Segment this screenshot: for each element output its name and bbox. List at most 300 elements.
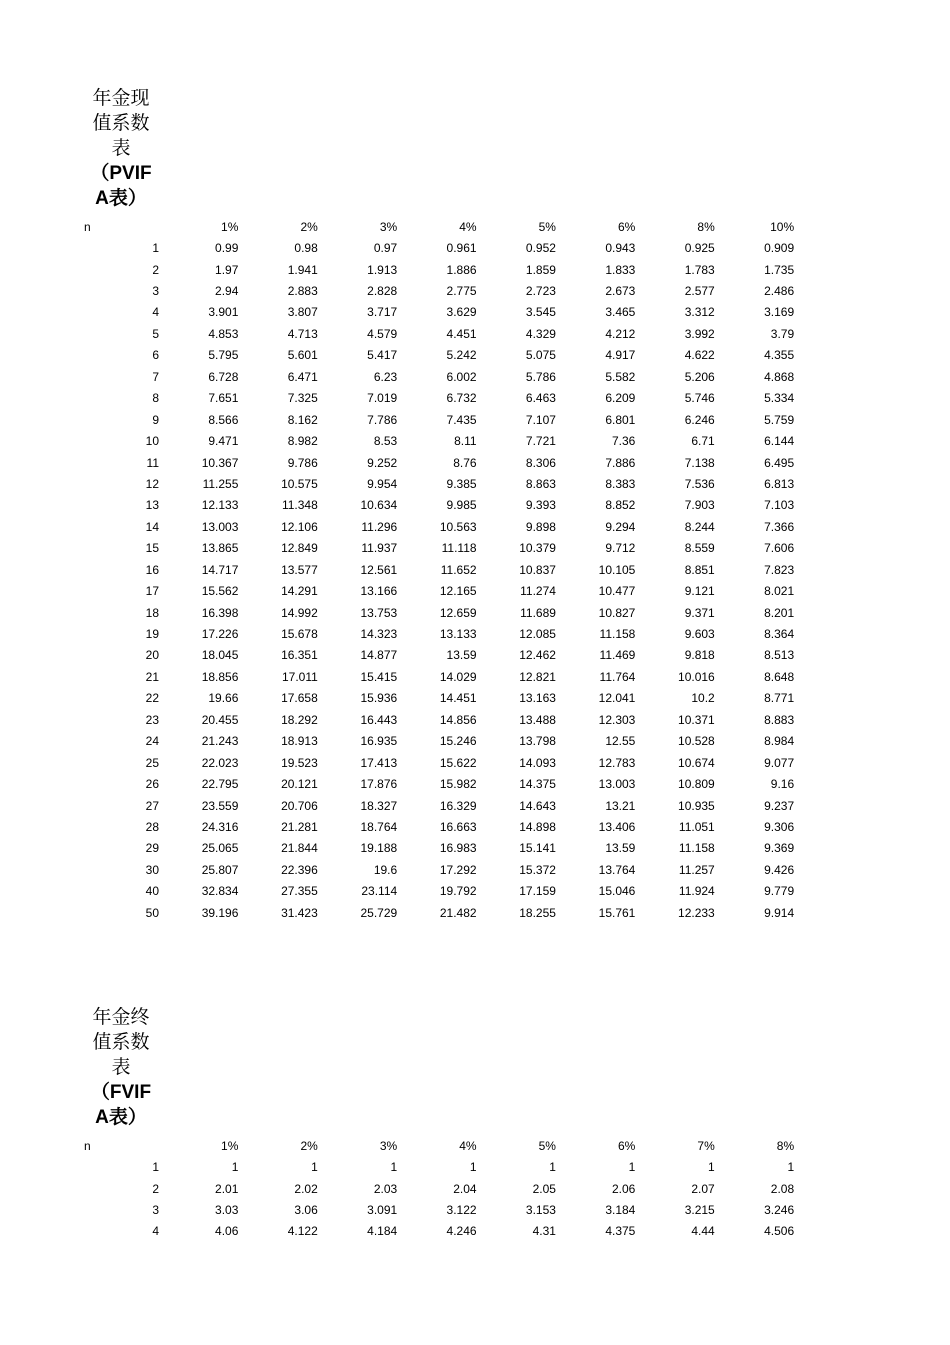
factor-cell: 23.559 (201, 798, 239, 813)
factor-cell: 8.306 (525, 455, 556, 470)
factor-cell: 7.019 (367, 391, 398, 406)
factor-cell: 1 (469, 1160, 477, 1175)
period-cell: 24 (145, 734, 159, 749)
factor-cell: 4.451 (446, 326, 477, 341)
factor-cell: 8.771 (764, 691, 795, 706)
fvifa-title (88, 1005, 154, 1130)
factor-cell: 1.783 (684, 262, 715, 277)
table-row (84, 1221, 794, 1242)
pvifa-title-line-5: A表） (95, 188, 147, 209)
fvifa-title-line-5: A表） (95, 1107, 147, 1128)
period-cell: 25 (145, 755, 159, 770)
factor-cell: 7.606 (764, 541, 795, 556)
period-cell: 23 (145, 712, 159, 727)
table-row (84, 1156, 794, 1177)
factor-cell: 4.506 (764, 1224, 795, 1239)
factor-cell: 5.242 (446, 348, 477, 363)
factor-cell: 15.046 (598, 884, 636, 899)
factor-cell: 11.469 (599, 648, 636, 663)
factor-cell: 10.477 (598, 584, 636, 599)
factor-cell: 12.821 (519, 669, 556, 684)
period-cell: 26 (145, 777, 159, 792)
factor-cell: 2.01 (215, 1181, 239, 1196)
factor-cell: 3.153 (525, 1203, 556, 1218)
factor-cell: 4.853 (208, 326, 239, 341)
table-row (84, 1199, 794, 1220)
period-cell: 16 (145, 562, 159, 577)
factor-cell: 16.329 (439, 798, 477, 813)
factor-cell: 16.663 (439, 819, 477, 834)
factor-cell: 14.451 (439, 691, 477, 706)
factor-cell: 3.992 (684, 326, 715, 341)
factor-cell: 8.383 (605, 476, 636, 491)
factor-cell: 14.877 (360, 648, 398, 663)
factor-cell: 13.21 (605, 798, 636, 813)
factor-cell: 3.169 (764, 305, 795, 320)
factor-cell: 17.226 (201, 627, 239, 642)
factor-cell: 7.823 (764, 562, 795, 577)
table-row (84, 430, 794, 451)
factor-cell: 2.04 (453, 1181, 477, 1196)
factor-cell: 20.706 (281, 798, 318, 813)
table-row (84, 538, 794, 559)
factor-cell: 31.423 (281, 905, 318, 920)
rate-header: 4% (459, 219, 477, 234)
factor-cell: 9.393 (525, 498, 556, 513)
factor-cell: 8.883 (764, 712, 795, 727)
factor-cell: 9.603 (684, 627, 715, 642)
rate-header: 2% (300, 1138, 318, 1153)
factor-cell: 15.622 (439, 755, 477, 770)
factor-cell: 8.201 (764, 605, 795, 620)
table-row (84, 902, 794, 923)
factor-cell: 1 (628, 1160, 636, 1175)
fvifa-title-line-1: 年金终 (92, 1006, 150, 1028)
factor-cell: 8.021 (764, 584, 795, 599)
rate-header: 8% (697, 219, 715, 234)
rate-header: 8% (776, 1138, 795, 1153)
factor-cell: 10.563 (439, 519, 477, 534)
factor-cell: 4.06 (215, 1224, 239, 1239)
factor-cell: 4.246 (446, 1224, 477, 1239)
factor-cell: 25.729 (360, 905, 398, 920)
table-row (84, 816, 794, 837)
factor-cell: 13.59 (446, 648, 477, 663)
factor-cell: 7.107 (525, 412, 556, 427)
factor-cell: 32.834 (201, 884, 239, 899)
factor-cell: 11.158 (678, 841, 715, 856)
table-row (84, 602, 794, 623)
factor-cell: 2.723 (525, 284, 556, 299)
factor-cell: 15.141 (519, 841, 556, 856)
factor-cell: 12.133 (201, 498, 239, 513)
factor-cell: 3.545 (525, 305, 556, 320)
factor-cell: 6.71 (691, 434, 715, 449)
factor-cell: 6.463 (525, 391, 556, 406)
table-row (84, 795, 794, 816)
factor-cell: 12.783 (598, 755, 636, 770)
factor-cell: 8.162 (287, 412, 318, 427)
factor-cell: 11.118 (441, 541, 477, 556)
period-cell: 17 (145, 584, 159, 599)
period-cell: 7 (152, 369, 159, 384)
factor-cell: 9.914 (764, 905, 795, 920)
factor-cell: 4.212 (605, 326, 636, 341)
factor-cell: 1.833 (605, 262, 636, 277)
factor-cell: 6.471 (287, 369, 318, 384)
factor-cell: 13.166 (360, 584, 398, 599)
table-row (84, 516, 794, 537)
period-cell: 11 (146, 455, 159, 470)
factor-cell: 23.114 (361, 884, 398, 899)
table-row (84, 752, 794, 773)
factor-cell: 2.775 (446, 284, 477, 299)
factor-cell: 2.486 (764, 284, 795, 299)
factor-cell: 10.809 (678, 777, 715, 792)
factor-cell: 13.133 (439, 627, 477, 642)
factor-cell: 4.44 (691, 1224, 715, 1239)
factor-cell: 21.281 (281, 819, 318, 834)
factor-cell: 5.417 (367, 348, 398, 363)
pvifa-title-line-1: 年金现 (92, 87, 150, 109)
factor-cell: 9.786 (287, 455, 318, 470)
factor-cell: 8.53 (373, 434, 398, 449)
factor-cell: 18.292 (281, 712, 318, 727)
factor-cell: 7.651 (208, 391, 239, 406)
factor-cell: 8.566 (208, 412, 239, 427)
factor-cell: 7.435 (446, 412, 477, 427)
period-cell: 14 (145, 519, 159, 534)
factor-cell: 15.678 (281, 627, 318, 642)
period-cell: 15 (145, 541, 159, 556)
period-cell: 5 (152, 326, 159, 341)
factor-cell: 15.982 (439, 777, 477, 792)
factor-cell: 10.837 (519, 562, 556, 577)
period-cell: 22 (145, 691, 159, 706)
factor-cell: 1.886 (446, 262, 477, 277)
factor-cell: 9.954 (367, 476, 398, 491)
table-row (84, 773, 794, 794)
factor-cell: 21.844 (281, 841, 318, 856)
factor-cell: 8.648 (764, 669, 795, 684)
factor-cell: 9.985 (446, 498, 477, 513)
factor-cell: 6.728 (208, 369, 239, 384)
factor-cell: 1.97 (215, 262, 239, 277)
factor-cell: 9.16 (770, 777, 795, 792)
factor-cell: 2.07 (691, 1181, 715, 1196)
factor-cell: 16.983 (439, 841, 477, 856)
factor-cell: 18.327 (360, 798, 398, 813)
factor-cell: 8.851 (684, 562, 715, 577)
factor-cell: 9.252 (367, 455, 398, 470)
factor-cell: 8.11 (454, 434, 477, 449)
factor-cell: 1.913 (367, 262, 398, 277)
period-cell: 20 (145, 648, 159, 663)
period-cell: 12 (145, 476, 159, 491)
factor-cell: 6.002 (446, 369, 477, 384)
factor-cell: 3.03 (215, 1203, 239, 1218)
factor-cell: 13.764 (598, 862, 636, 877)
factor-cell: 0.97 (373, 241, 398, 256)
factor-cell: 25.807 (201, 862, 239, 877)
factor-cell: 8.982 (287, 434, 318, 449)
factor-cell: 2.828 (367, 284, 398, 299)
factor-cell: 1 (231, 1160, 239, 1175)
factor-cell: 3.465 (605, 305, 636, 320)
factor-cell: 11.652 (440, 562, 477, 577)
factor-cell: 1.859 (525, 262, 556, 277)
factor-cell: 9.712 (605, 541, 636, 556)
factor-cell: 20.455 (201, 712, 239, 727)
factor-cell: 9.237 (764, 798, 795, 813)
period-cell: 19 (145, 627, 159, 642)
factor-cell: 11.158 (599, 627, 636, 642)
factor-cell: 12.849 (281, 541, 318, 556)
table-row (84, 366, 794, 387)
factor-cell: 9.294 (605, 519, 636, 534)
factor-cell: 4.184 (367, 1224, 398, 1239)
factor-cell: 3.901 (208, 305, 239, 320)
factor-cell: 21.243 (201, 734, 239, 749)
factor-cell: 7.886 (605, 455, 636, 470)
factor-cell: 6.246 (684, 412, 715, 427)
factor-cell: 4.579 (367, 326, 398, 341)
factor-cell: 12.462 (519, 648, 556, 663)
factor-cell: 3.246 (764, 1203, 795, 1218)
factor-cell: 1 (787, 1160, 795, 1175)
pvifa-title-line-2: 值系数 (92, 112, 150, 134)
factor-cell: 6.209 (605, 391, 636, 406)
factor-cell: 7.786 (367, 412, 398, 427)
factor-cell: 9.426 (764, 862, 795, 877)
table-row (84, 280, 794, 301)
factor-cell: 1.735 (764, 262, 795, 277)
factor-cell: 10.2 (691, 691, 715, 706)
table-row (84, 388, 794, 409)
factor-cell: 1 (708, 1160, 715, 1175)
table-row (84, 302, 794, 323)
fvifa-table (84, 1135, 794, 1242)
rate-header: 1% (221, 1138, 239, 1153)
factor-cell: 17.876 (360, 777, 398, 792)
table-row (84, 345, 794, 366)
factor-cell: 8.984 (764, 734, 795, 749)
factor-cell: 13.163 (519, 691, 556, 706)
period-cell: 10 (145, 434, 159, 449)
factor-cell: 4.868 (764, 369, 795, 384)
table-row (84, 559, 794, 580)
factor-cell: 10.379 (519, 541, 556, 556)
factor-cell: 16.443 (360, 712, 398, 727)
factor-cell: 0.909 (764, 241, 795, 256)
factor-cell: 6.144 (764, 434, 795, 449)
table-header-row (84, 216, 794, 237)
factor-cell: 15.372 (519, 862, 556, 877)
factor-cell: 5.601 (287, 348, 318, 363)
factor-cell: 14.375 (519, 777, 556, 792)
period-cell: 28 (145, 819, 159, 834)
factor-cell: 19.66 (208, 691, 239, 706)
period-cell: 21 (145, 669, 159, 684)
factor-cell: 3.06 (294, 1203, 318, 1218)
period-cell: 3 (152, 1203, 159, 1218)
table-row (84, 688, 794, 709)
factor-cell: 9.385 (446, 476, 477, 491)
factor-cell: 2.03 (373, 1181, 398, 1196)
table-row (84, 709, 794, 730)
factor-cell: 5.075 (525, 348, 556, 363)
n-header: n (84, 219, 91, 234)
factor-cell: 8.513 (764, 648, 795, 663)
factor-cell: 10.105 (598, 562, 636, 577)
factor-cell: 16.398 (201, 605, 239, 620)
factor-cell: 10.935 (678, 798, 715, 813)
factor-cell: 1 (549, 1160, 556, 1175)
factor-cell: 4.713 (287, 326, 318, 341)
period-cell: 13 (145, 498, 159, 513)
factor-cell: 13.865 (201, 541, 239, 556)
factor-cell: 10.634 (360, 498, 398, 513)
factor-cell: 5.206 (684, 369, 715, 384)
factor-cell: 12.085 (519, 627, 556, 642)
factor-cell: 7.721 (525, 434, 556, 449)
factor-cell: 11.274 (520, 584, 556, 599)
rate-header: 5% (538, 1138, 556, 1153)
factor-cell: 13.003 (201, 519, 239, 534)
factor-cell: 11.348 (281, 498, 318, 513)
factor-cell: 12.659 (439, 605, 477, 620)
factor-cell: 1.941 (287, 262, 318, 277)
period-cell: 1 (152, 1160, 159, 1175)
factor-cell: 6.801 (605, 412, 636, 427)
rate-header: 2% (300, 219, 318, 234)
factor-cell: 11.255 (202, 476, 239, 491)
period-cell: 4 (152, 1224, 159, 1239)
rate-header: 5% (538, 219, 556, 234)
factor-cell: 22.023 (201, 755, 239, 770)
factor-cell: 17.658 (281, 691, 318, 706)
factor-cell: 7.36 (611, 434, 636, 449)
factor-cell: 6.813 (764, 476, 795, 491)
factor-cell: 12.303 (598, 712, 636, 727)
factor-cell: 10.528 (678, 734, 715, 749)
factor-cell: 3.122 (446, 1203, 477, 1218)
factor-cell: 6.732 (446, 391, 477, 406)
factor-cell: 8.364 (764, 627, 795, 642)
factor-cell: 10.674 (678, 755, 715, 770)
factor-cell: 4.622 (684, 348, 715, 363)
period-cell: 30 (145, 862, 159, 877)
factor-cell: 18.856 (201, 669, 239, 684)
factor-cell: 2.06 (611, 1181, 636, 1196)
factor-cell: 12.561 (360, 562, 398, 577)
table-row (84, 1178, 794, 1199)
factor-cell: 9.898 (525, 519, 556, 534)
factor-cell: 12.233 (678, 905, 715, 920)
factor-cell: 39.196 (201, 905, 239, 920)
factor-cell: 9.779 (764, 884, 795, 899)
factor-cell: 14.291 (281, 584, 318, 599)
factor-cell: 17.159 (519, 884, 556, 899)
factor-cell: 8.863 (525, 476, 556, 491)
factor-cell: 0.99 (215, 241, 239, 256)
factor-cell: 17.292 (439, 862, 477, 877)
factor-cell: 3.215 (684, 1203, 715, 1218)
period-cell: 3 (152, 284, 159, 299)
factor-cell: 0.961 (446, 241, 477, 256)
factor-cell: 13.753 (360, 605, 398, 620)
fvifa-title-line-4: （FVIF (90, 1082, 152, 1103)
period-cell: 29 (145, 841, 159, 856)
factor-cell: 14.992 (281, 605, 318, 620)
factor-cell: 5.746 (684, 391, 715, 406)
factor-cell: 13.003 (598, 777, 636, 792)
factor-cell: 17.413 (360, 755, 398, 770)
factor-cell: 12.55 (605, 734, 636, 749)
period-cell: 8 (152, 391, 159, 406)
table-row (84, 623, 794, 644)
factor-cell: 13.59 (605, 841, 636, 856)
factor-cell: 5.334 (764, 391, 795, 406)
factor-cell: 19.792 (439, 884, 477, 899)
factor-cell: 11.689 (520, 605, 556, 620)
factor-cell: 5.795 (208, 348, 239, 363)
factor-cell: 11.051 (678, 819, 715, 834)
factor-cell: 4.917 (605, 348, 636, 363)
factor-cell: 10.827 (598, 605, 636, 620)
factor-cell: 19.523 (281, 755, 318, 770)
factor-cell: 22.795 (201, 777, 239, 792)
factor-cell: 1 (390, 1160, 398, 1175)
factor-cell: 27.355 (281, 884, 318, 899)
period-cell: 27 (145, 798, 159, 813)
table-row (84, 409, 794, 430)
factor-cell: 2.94 (215, 284, 239, 299)
rate-header: 3% (379, 219, 398, 234)
pvifa-table (84, 216, 794, 923)
table-row (84, 323, 794, 344)
table-row (84, 580, 794, 601)
factor-cell: 6.495 (764, 455, 795, 470)
table-header-row (84, 1135, 794, 1156)
factor-cell: 14.029 (439, 669, 477, 684)
period-cell: 2 (152, 262, 159, 277)
factor-cell: 4.329 (525, 326, 556, 341)
factor-cell: 3.091 (367, 1203, 398, 1218)
table-row (84, 495, 794, 516)
factor-cell: 7.366 (764, 519, 795, 534)
rate-header: 6% (618, 1138, 636, 1153)
n-header: n (84, 1138, 91, 1153)
factor-cell: 11.296 (361, 519, 398, 534)
factor-cell: 15.562 (201, 584, 239, 599)
factor-cell: 15.761 (598, 905, 636, 920)
pvifa-title-line-4: （PVIF (90, 163, 152, 184)
table-row (84, 259, 794, 280)
period-cell: 18 (145, 605, 159, 620)
rate-header: 6% (618, 219, 636, 234)
factor-cell: 4.31 (532, 1224, 556, 1239)
factor-cell: 15.246 (439, 734, 477, 749)
factor-cell: 18.255 (519, 905, 556, 920)
factor-cell: 12.041 (598, 691, 636, 706)
factor-cell: 14.323 (360, 627, 398, 642)
factor-cell: 15.936 (360, 691, 398, 706)
factor-cell: 9.077 (764, 755, 795, 770)
table-row (84, 237, 794, 258)
period-cell: 6 (152, 348, 159, 363)
factor-cell: 2.02 (294, 1181, 318, 1196)
